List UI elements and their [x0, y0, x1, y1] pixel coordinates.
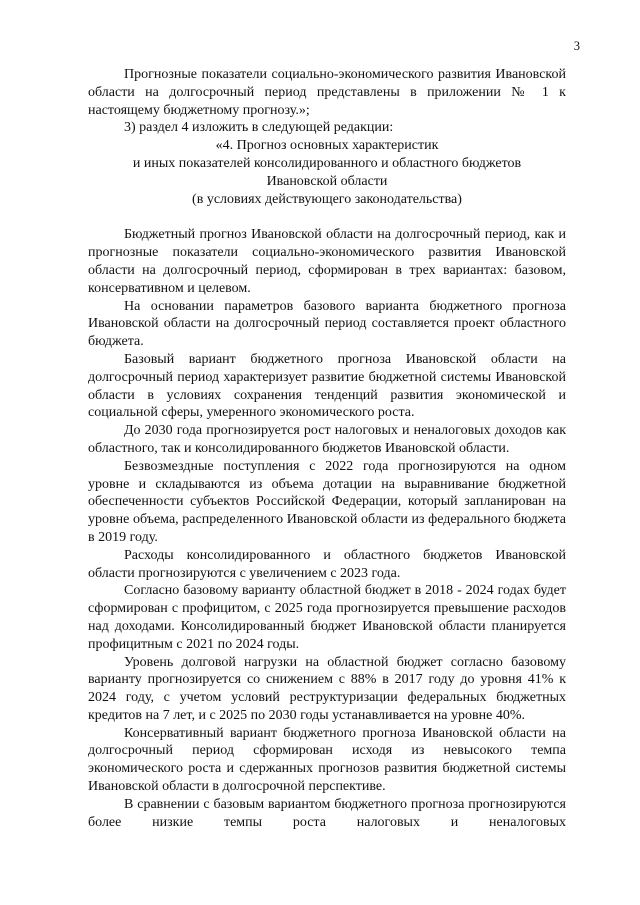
amendment-item: 3) раздел 4 изложить в следующей редакции:	[124, 120, 394, 136]
body-paragraph-4: До 2030 года прогнозируется рост налоговых и неналоговых доходов как областного, так и консолидированного бюджетов Ивановской области.	[88, 423, 566, 456]
body-paragraph-3: Базовый вариант бюджетного прогноза Ивановской области на долгосрочный период характеризует развитие бюджетной системы Ивановской области в условиях сохранения тенденций развития экономической и социальной сферы, умеренного экономического роста.	[88, 351, 566, 421]
body-paragraph-2: На основании параметров базового варианта бюджетного прогноза Ивановской области на долгосрочный период составляется проект областного бюджета.	[88, 298, 566, 350]
body-paragraph-6: Расходы консолидированного и областного бюджетов Ивановской области прогнозируются с увеличением с 2023 года.	[88, 547, 566, 581]
document-body	[88, 66, 566, 831]
body-paragraph-9: Консервативный вариант бюджетного прогноза Ивановской области на долгосрочный период сформирован исходя из невысокого темпа экономического роста и сдержанных прогнозов развития бюджетной системы Ивановской области в долгосрочной перспективе.	[88, 725, 566, 795]
page-number: 3	[573, 39, 580, 53]
section-heading	[88, 137, 566, 208]
body-paragraph-7: Согласно базовому варианту областной бюджет в 2018 - 2024 годах будет сформирован с профицитом, с 2025 года прогнозируется превышение расходов над доходами. Консолидированный бюджет Ивановской области планируется профицитным с 2021 по 2024 годы.	[88, 583, 566, 652]
section-heading-line-2: и иных показателей консолидированного и областного бюджетов	[132, 155, 522, 171]
body-paragraph-1: Бюджетный прогноз Ивановской области на долгосрочный период, как и прогнозные показатели социально-экономического развития Ивановской области на долгосрочный период, сформирован в трех вариантах: базовом, консервативном и целевом.	[88, 227, 566, 296]
body-paragraph-5: Безвозмездные поступления с 2022 года прогнозируются на одном уровне и складываются из объема дотации на выравнивание бюджетной обеспеченности субъектов Российской Федерации, который запланирован на уровне объема, распределенного Ивановской области из федерального бюджета в 2019 году.	[88, 458, 566, 545]
intro-paragraph: Прогнозные показатели социально-экономического развития Ивановской области на долгосрочный период представлены в приложении № 1 к настоящему бюджетному прогнозу.»;	[88, 67, 566, 118]
section-heading-line-4: (в условиях действующего законодательства)	[192, 191, 462, 207]
body-paragraph-8: Уровень долговой нагрузки на областной бюджет согласно базовому варианту прогнозируется со снижением с 88% в 2017 году до уровня 41% к 2024 году, с учетом условий реструктуризации федеральных бюджетных кредитов на 7 лет, и с 2025 по 2030 годы устанавливается на уровне 40%.	[88, 654, 566, 723]
section-heading-line-1: «4. Прогноз основных характеристик	[215, 138, 439, 154]
body-paragraph-10: В сравнении с базовым вариантом бюджетного прогноза прогнозируются более низкие темпы роста налоговых и неналоговых	[88, 796, 566, 830]
section-heading-line-3: Ивановской области	[266, 173, 388, 189]
